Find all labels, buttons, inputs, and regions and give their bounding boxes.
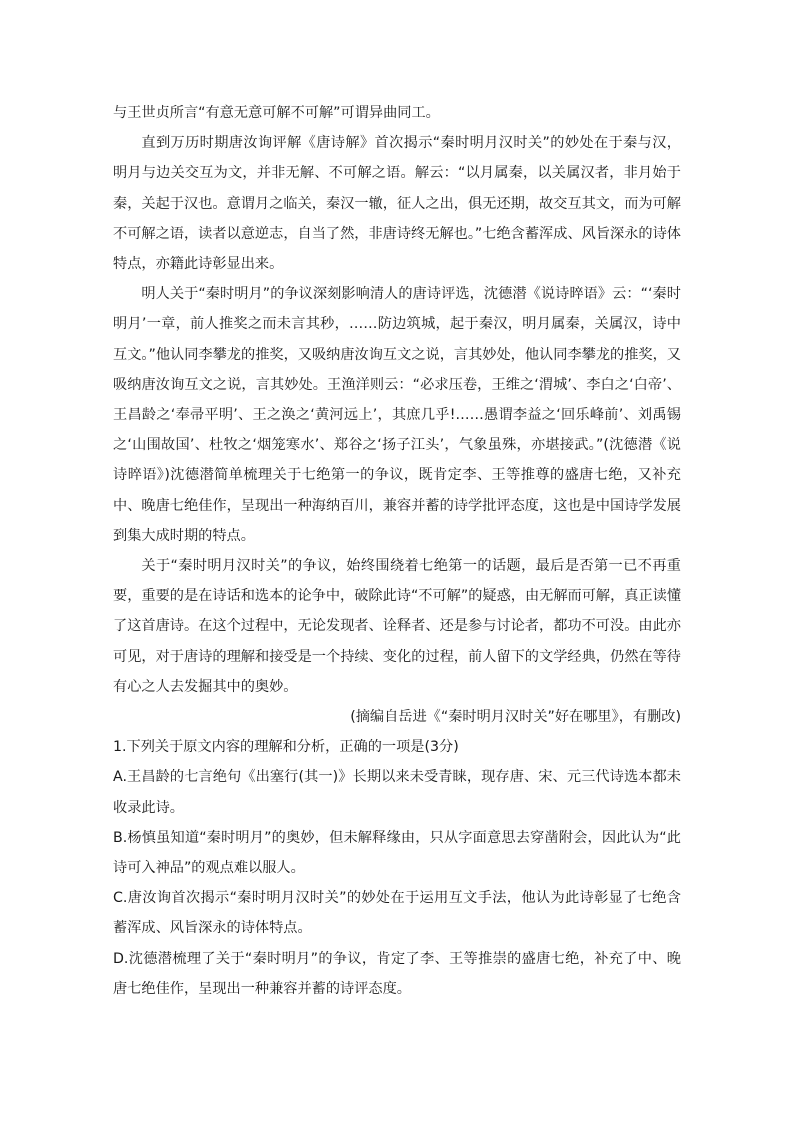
option-b: B.杨慎虽知道“秦时明月”的奥妙，但未解释缘由，只从字面意思去穿凿附会，因此认为“此诗可入神品”的观点难以服人。 <box>113 829 681 877</box>
paragraph-qing-critics: 明人关于“秦时明月”的争议深刻影响清人的唐诗评选，沈德潜《说诗晬语》云：“‘秦时明月’一章，前人推奖之而未言其秒，……防边筑城，起于秦汉，明月属秦，关属汉，诗中互文。”他认同李攀龙的推奖，又吸纳唐汝询互文之说，言其妙处，他认同李攀龙的推奖，又吸纳唐汝询互文之说，言其妙处。王渔洋则云：“必求压卷，王维之‘渭城’、李白之‘白帝’、王昌龄之‘奉帚平明’、王之涣之‘黄河远上’，其庶几乎!……愚谓李益之‘回乐峰前’、刘禹锡之‘山围故国’、杜牧之‘烟笼寒水’、郑谷之‘扬子江头’，气象虽殊，亦堪接武。”(沈德潜《说诗晬语》)沈德潜简单梳理关于七绝第一的争议，既肯定李、王等推尊的盛唐七绝，又补充中、晚唐七绝佳作，呈现出一种海纳百川，兼容并蓄的诗学批评态度，这也是中国诗学发展到集大成时期的特点。 <box>113 286 681 544</box>
question-stem: 1.下列关于原文内容的理解和分析，正确的一项是(3分) <box>113 739 459 756</box>
option-a: A.王昌龄的七言绝句《出塞行(其一)》长期以来未受青睐，现存唐、宋、元三代诗选本都未收录此诗。 <box>113 769 681 816</box>
paragraph-tang-ruxun: 直到万历时期唐汝询评解《唐诗解》首次揭示“秦时明月汉时关”的妙处在于秦与汉，明月与边关交互为文，并非无解、不可解之语。解云：“以月属秦，以关属汉者，非月始于秦，关起于汉也。意谓月之临关，秦汉一辙，征人之出，俱无还期，故交互其文，而为可解不可解之语，读者以意逆志，自当了然，非唐诗终无解也。”七绝含蓄浑成、风旨深永的诗体特点，亦籍此诗彰显出来。 <box>113 135 681 273</box>
paragraph-continuation: 与王世贞所言“有意无意可解不可解”可谓异曲同工。 <box>113 105 440 121</box>
option-d: D.沈德潜梳理了关于“秦时明月”的争议，肯定了李、王等推崇的盛唐七绝，补充了中、晚唐七绝佳作，呈现出一种兼容并蓄的诗评态度。 <box>113 950 681 997</box>
article-source: (摘编自岳进《“秦时明月汉时关”好在哪里》，有删改) <box>350 709 681 726</box>
paragraph-conclusion: 关于“秦时明月汉时关”的争议，始终围绕着七绝第一的话题，最后是否第一已不再重要，重要的是在诗话和选本的论争中，破除此诗“不可解”的疑惑，由无解而可解，真正读懂了这首唐诗。在这个过程中，无论发现者、诠释者、还是参与讨论者，都功不可没。由此亦可见，对于唐诗的理解和接受是一个持续、变化的过程，前人留下的文学经典，仍然在等待有心之人去发掘其中的奥妙。 <box>113 558 682 695</box>
option-c: C.唐汝询首次揭示“秦时明月汉时关”的妙处在于运用互文手法，他认为此诗彰显了七绝含蓄浑成、风旨深永的诗体特点。 <box>113 890 681 937</box>
document-page <box>113 98 681 1004</box>
